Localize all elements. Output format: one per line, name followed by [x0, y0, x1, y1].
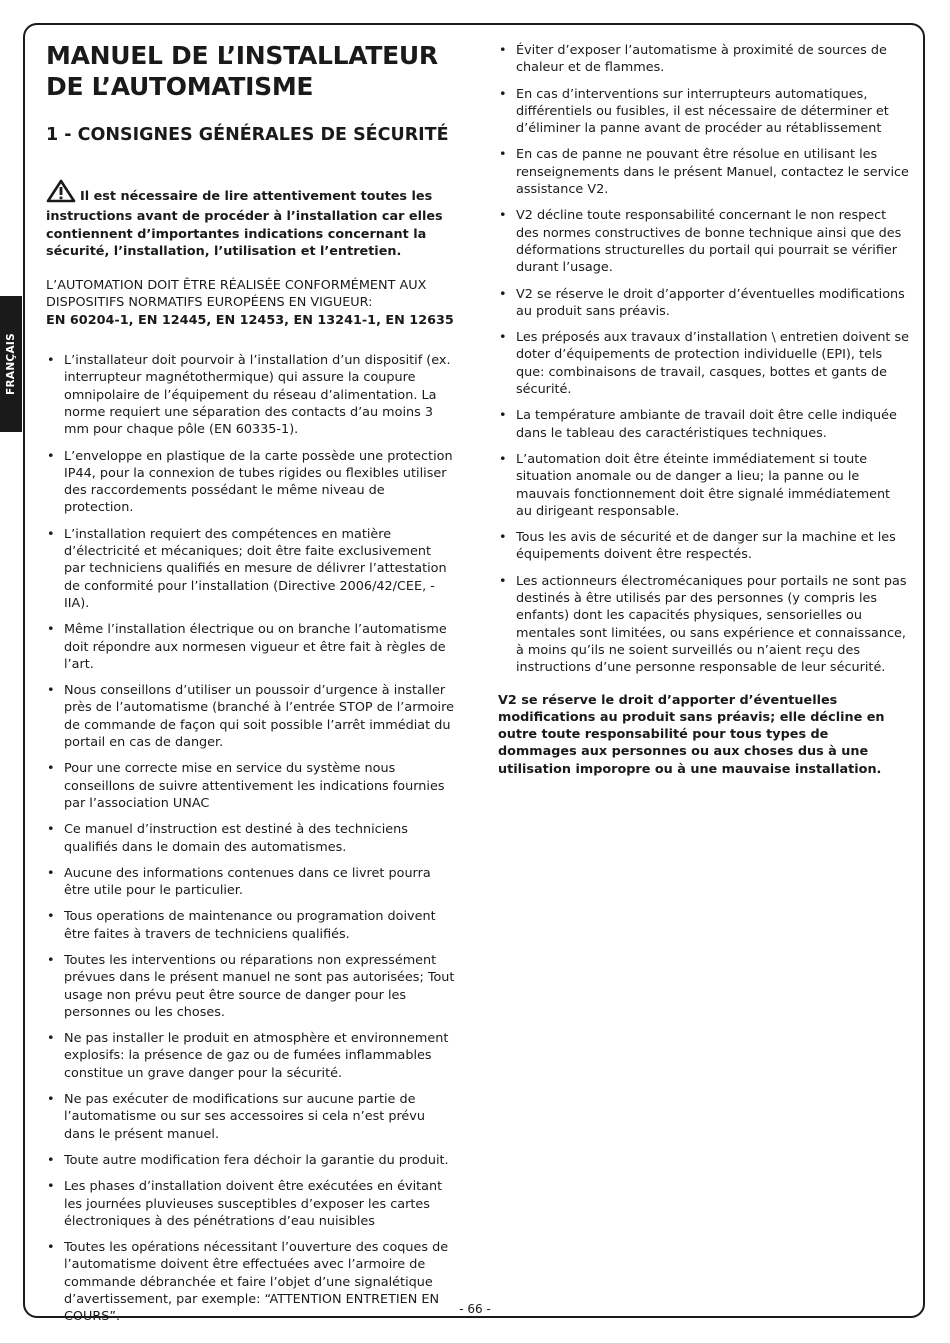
bullet-item: • Toute autre modification fera déchoir la garantie du produit.	[46, 1152, 456, 1169]
bullet-item: • Toutes les interventions ou réparations non expressément prévues dans le présent manuel ne sont pas autorisées; Tout usage non prévu peut être source de danger pour les personnes ou les choses.	[46, 952, 456, 1021]
section-title: 1 - CONSIGNES GÉNÉRALES DE SÉCURITÉ	[46, 125, 449, 145]
bullet-item: • V2 se réserve le droit d’apporter d’éventuelles modifications au produit sans préavis.	[498, 286, 910, 321]
left-column	[46, 40, 456, 1335]
bullet-item: • L’installateur doit pourvoir à l’installation d’un dispositif (ex. interrupteur magnétothermique) qui assure la coupure omnipolaire de l’équipement du réseau d’alimentation. La norme requiert une séparation des contacts d’au moins 3 mm pour chaque pôle (EN 60335-1).	[46, 352, 456, 438]
right-bullet-list	[498, 42, 910, 677]
bullet-item: • Ne pas exécuter de modifications sur aucune partie de l’automatisme ou sur ses accessoires si cela n’est prévu dans le présent manuel.	[46, 1091, 456, 1143]
bullet-item: • L’automation doit être éteinte immédiatement si toute situation anomale ou de danger a lieu; la panne ou le mauvais fonctionnement doit être signalé immédiatement au dirigeant responsable.	[498, 451, 910, 520]
page-number: - 66 -	[459, 1302, 491, 1316]
bullet-item: • Pour une correcte mise en service du système nous conseillons de suivre attentivement les indications fournies par l’association UNAC	[46, 760, 456, 812]
norms-intro: L’AUTOMATION DOIT ÊTRE RÉALISÉE CONFORMÉMENT AUX DISPOSITIFS NORMATIFS EUROPÉENS EN VIGUEUR:	[46, 278, 427, 311]
bullet-item: • Les phases d’installation doivent être exécutées en évitant les journées pluvieuses susceptibles d’exposer les cartes électroniques à des pénétrations d’eau nuisibles	[46, 1178, 456, 1230]
left-bullet-list	[46, 352, 456, 1326]
norms-list: EN 60204-1, EN 12445, EN 12453, EN 13241-1, EN 12635	[46, 312, 454, 328]
language-tab-label: FRANÇAIS	[5, 333, 17, 395]
bullet-item: • Ce manuel d’instruction est destiné à des techniciens qualifiés dans le domain des automatismes.	[46, 821, 456, 856]
bullet-item: • L’installation requiert des compétences en matière d’électricité et mécaniques; doit être faite exclusivement par techniciens qualifiés en mesure de délivrer l’attestation de conformité pour l’installation (Directive 2006/42/CEE, - IIA).	[46, 526, 456, 612]
bullet-item: • Tous les avis de sécurité et de danger sur la machine et les équipements doivent être respectés.	[498, 529, 910, 564]
bullet-item: • Tous operations de maintenance ou programation doivent être faites à travers de techniciens qualifiés.	[46, 908, 456, 943]
closing-notice: V2 se réserve le droit d’apporter d’éventuelles modifications au produit sans préavis; elle décline en outre toute responsabilité pour tous types de dommages aux personnes ou aux choses dus à une utilisation imporopre ou à une mauvaise installation.	[498, 692, 885, 777]
bullet-item: • Toutes les opérations nécessitant l’ouverture des coques de l’automatisme doivent être effectuées avec l’armoire de commande débranchée et faire l’objet d’une signalétique d’avertissement, par exemple: “ATTENTION ENTRETIEN EN COURS”.	[46, 1239, 456, 1325]
bullet-item: • L’enveloppe en plastique de la carte possède une protection IP44, pour la connexion de tubes rigides ou flexibles utiliser des raccordements possédant le même niveau de protection.	[46, 448, 456, 517]
bullet-item: • Les actionneurs électromécaniques pour portails ne sont pas destinés à être utilisés par des personnes (y compris les enfants) dont les capacités physiques, sensorielles ou mentales sont limitées, ou sans expérience et connaissance, à moins qu’ils ne soient surveillés ou n’aient reçu des instructions d’une personne responsable de leur sécurité.	[498, 573, 910, 677]
norms-block	[46, 277, 456, 329]
bullet-item: • En cas de panne ne pouvant être résolue en utilisant les renseignements dans le présent Manuel, contactez le service assistance V2.	[498, 146, 910, 198]
bullet-item: • Ne pas installer le produit en atmosphère et environnement explosifs: la présence de gaz ou de fumées inflammables constitue un grave danger pour la sécurité.	[46, 1030, 456, 1082]
bullet-item: • Éviter d’exposer l’automatisme à proximité de sources de chaleur et de flammes.	[498, 42, 910, 77]
bullet-item: • Les préposés aux travaux d’installation \ entretien doivent se doter d’équipements de protection individuelle (EPI), tels que: combinaisons de travail, casques, bottes et gants de sécurité.	[498, 329, 910, 398]
bullet-item: • Aucune des informations contenues dans ce livret pourra être utile pour le particulier.	[46, 865, 456, 900]
bullet-item: • La température ambiante de travail doit être celle indiquée dans le tableau des caractéristiques techniques.	[498, 407, 910, 442]
language-tab	[0, 296, 22, 432]
warning-text: Il est nécessaire de lire attentivement toutes les instructions avant de procéder à l’installation car elles contiennent d’importantes indications concernant la sécurité, l’installation, l’utilisation et l’entretien.	[46, 189, 443, 259]
bullet-item: • Nous conseillons d’utiliser un poussoir d’urgence à installer près de l’automatisme (branché à l’entrée STOP de l’armoire de commande de façon qui soit possible l’arrêt immédiat du portail en cas de danger.	[46, 682, 456, 751]
bullet-item: • Même l’installation électrique ou on branche l’automatisme doit répondre aux normesen vigueur et être fait à règles de l’art.	[46, 621, 456, 673]
bullet-item: • V2 décline toute responsabilité concernant le non respect des normes constructives de bonne technique ainsi que des déformations structurelles du portail qui pourrait se vérifier durant l’usage.	[498, 207, 910, 276]
page-title: MANUEL DE L’INSTALLATEUR DE L’AUTOMATISME	[46, 41, 438, 101]
warning-triangle-icon	[46, 179, 76, 208]
bullet-item: • En cas d’interventions sur interrupteurs automatiques, différentiels ou fusibles, il est nécessaire de déterminer et d’éliminer la panne avant de procéder au rétablissement	[498, 86, 910, 138]
warning-block	[46, 179, 456, 260]
right-column	[498, 42, 910, 778]
